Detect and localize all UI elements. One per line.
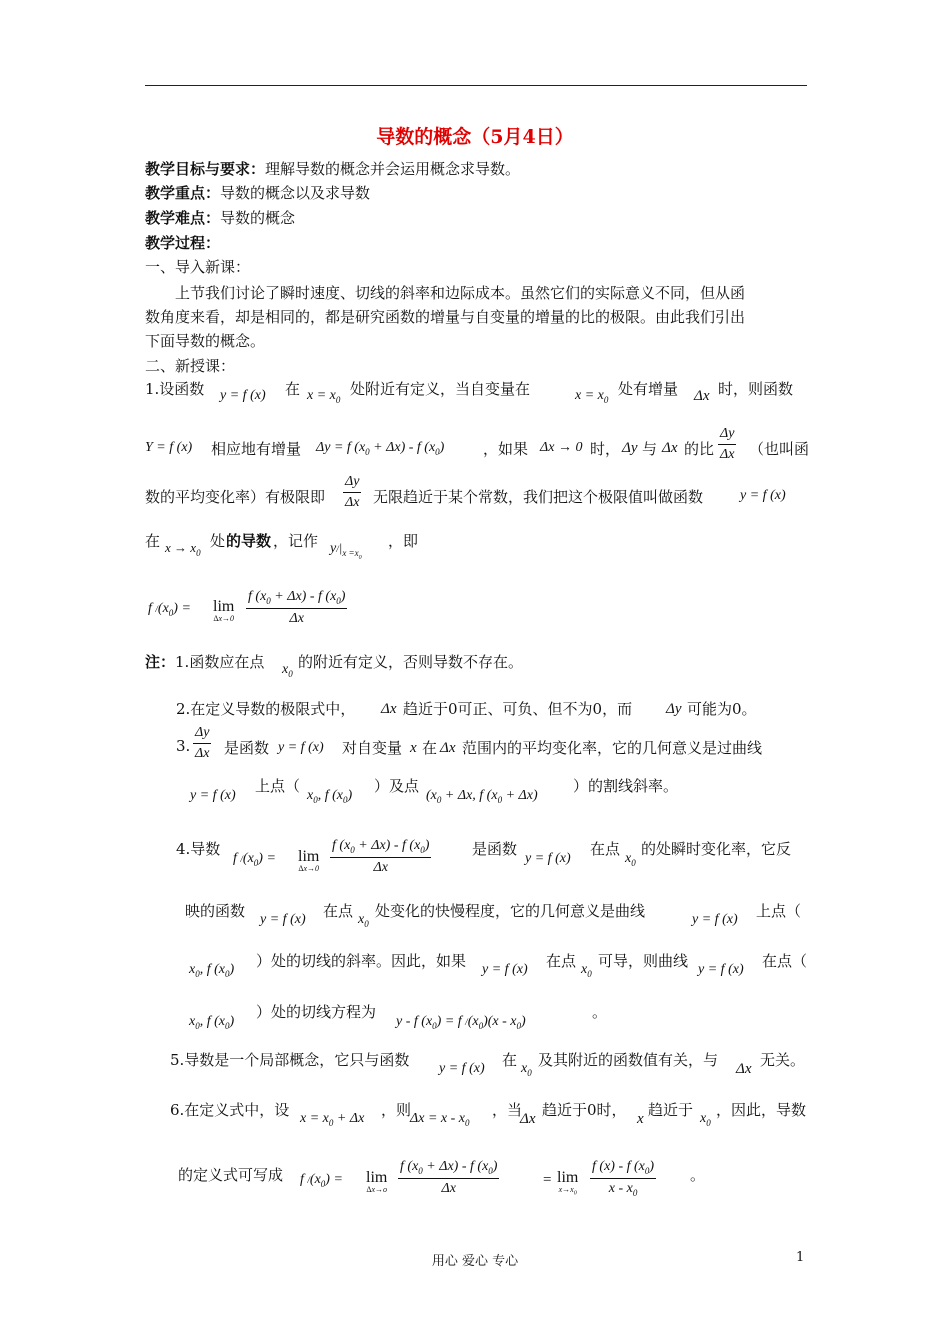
formula-delta-x: Δx [662, 440, 678, 456]
note6-b: ，则 [381, 1101, 412, 1119]
formula-Y-fx: Y = f (x) [145, 440, 193, 455]
fraction-derivative-definition: $\frac{f (x_0 + \Delta x) - f (x_0)}{\Delta x}$ [332, 838, 430, 875]
note4-n: 。 [592, 1003, 608, 1021]
formula-delta-y: Δy [666, 701, 682, 717]
def-line1-b: 在 [285, 380, 301, 398]
key-point-line: 教学重点：导数的概念以及求导数 [145, 184, 371, 202]
section1-heading: 一、导入新课： [145, 258, 251, 276]
formula-y-fx: y = f (x) [220, 388, 266, 403]
formula-x: x [637, 1111, 644, 1127]
formula-derivative-lhs: f $/(x_0)$ = [148, 601, 191, 618]
formula-derivative-lhs: f $/(x_0)$ = [233, 851, 276, 868]
limit-dx-to-0: lim Δx→0 [298, 848, 320, 873]
formula-point-x0-fx0: $x_0$, f $(x_0)$ [189, 962, 235, 979]
formula-x: x [410, 740, 417, 756]
def-line1-e: 时，则函数 [718, 380, 794, 398]
note3-c: 对自变量 [342, 739, 403, 757]
note4-b: 是函数 [472, 840, 518, 858]
fraction-dy-dx: $\frac{\Delta y}{\Delta x}$ [345, 474, 360, 510]
limit-dx-to-0: lim Δx→o [366, 1169, 388, 1194]
formula-y-fx: y = f (x) [278, 740, 324, 755]
formula-y-fx: y = f (x) [439, 1061, 485, 1076]
def-line2-c: 时， [590, 440, 621, 458]
formula-tangent-line: y - f $(x_0) = f$ $/(x_0)(x - x_0)$ [396, 1014, 526, 1031]
note4-g: 处变化的快慢程度，它的几何意义是曲线 [375, 902, 646, 920]
def-line2-b: ，如果 [483, 440, 529, 458]
note4-l: 在点（ [762, 952, 808, 970]
fraction-alt-definition: $\frac{f (x) - f (x_0)}{x - x_0}$ [592, 1159, 655, 1198]
formula-y-fx: y = f (x) [260, 912, 306, 927]
formula-delta-x: Δx [440, 740, 456, 756]
def-line1-d: 处有增量 [618, 380, 679, 398]
note2-c: 可能为0。 [687, 700, 757, 718]
fraction-dy-dx: $\frac{\Delta y}{\Delta x}$ [195, 725, 210, 761]
formula-delta-x: Δx [736, 1061, 752, 1077]
formula-y-fx: y = f (x) [190, 788, 236, 803]
note6-a: 6.在定义式中，设 [170, 1101, 290, 1119]
formula-x-x0: $x = x_0$ [575, 388, 609, 405]
note4-a: 4.导数 [176, 840, 221, 858]
formula-y-prime-at-x0: $y/|_{x =x_0}$ [330, 540, 362, 561]
note4-k: 可导，则曲线 [598, 952, 689, 970]
process-label: 教学过程： [145, 234, 221, 252]
note4-c: 在点 [590, 840, 621, 858]
def-line4-e: ，即 [388, 532, 419, 550]
def-line4-a: 在 [145, 532, 161, 550]
header-rule [145, 85, 807, 86]
difficulty-line: 教学难点：导数的概念 [145, 209, 296, 227]
formula-x-eq-x0-dx: $x = x_0 + \Delta x$ [300, 1111, 365, 1128]
def-line2-a: 相应地有增量 [211, 440, 302, 458]
def-line4-d: ，记作 [273, 532, 319, 550]
formula-delta-x: Δx [381, 701, 397, 717]
note3-b: 是函数 [224, 739, 270, 757]
formula-y-fx: y = f (x) [740, 488, 786, 503]
def-line3-b: 无限趋近于某个常数，我们把这个极限值叫做函数 [373, 488, 704, 506]
note6-d: 趋近于0时， [542, 1101, 627, 1119]
note3-e: 范围内的平均变化率，它的几何意义是过曲线 [462, 739, 763, 757]
note1-line: 注：1.函数应在点 [145, 653, 265, 671]
def-line1-c: 处附近有定义，当自变量在 [350, 380, 531, 398]
section1-para-line3: 下面导数的概念。 [145, 332, 266, 350]
section1-para-line1: 上节我们讨论了瞬时速度、切线的斜率和边际成本。虽然它们的实际意义不同，但从函 [175, 284, 746, 302]
footer-text: 用心 爱心 专心 [431, 1254, 519, 1269]
formula-point-x0dx: ($x_0 + \Delta x$, f $(x_0 + \Delta x)$ [426, 788, 538, 805]
def-line4-b: 处 [210, 532, 226, 550]
note5-a: 5.导数是一个局部概念，它只与函数 [170, 1051, 410, 1069]
formula-equals: = [543, 1172, 552, 1188]
formula-dx-eq-x-x0: $\Delta x = x - x_0$ [410, 1111, 470, 1128]
formula-derivative-lhs: f $/(x_0)$ = [300, 1172, 343, 1189]
note4-m: ）处的切线方程为 [256, 1003, 377, 1021]
note3-h: ）的割线斜率。 [573, 777, 679, 795]
formula-y-fx: y = f (x) [692, 912, 738, 927]
formula-delta-x: Δx [520, 1111, 536, 1127]
formula-delta-y-def: Δy = f $(x_0 + \Delta x) - f$ $(x_0)$ [316, 440, 445, 457]
note4-f: 在点 [323, 902, 354, 920]
note4-d: 的处瞬时变化率，它反 [641, 840, 792, 858]
formula-y-fx: y = f (x) [525, 851, 571, 866]
fraction-dy-dx: $\frac{\Delta y}{\Delta x}$ [720, 426, 735, 462]
note4-e: 映的函数 [185, 902, 246, 920]
section1-para-line2: 数角度来看，却是相同的，都是研究函数的增量与自变量的增量的比的极限。由此我们引出 [145, 308, 746, 326]
page-number: 1 [796, 1250, 805, 1265]
note4-j: 在点 [546, 952, 577, 970]
note5-c: 及其附近的函数值有关，与 [538, 1051, 719, 1069]
def-line3-a: 数的平均变化率）有极限即 [145, 488, 326, 506]
formula-point-x0-fx0: $x_0$, f $(x_0)$ [307, 788, 353, 805]
limit-x-to-x0: lim $x\to x_0$ [557, 1169, 579, 1197]
limit-dx-to-0: lim Δx→0 [213, 598, 235, 623]
def-line1-a: 1.设函数 [145, 380, 205, 398]
formula-x0: $x_0$ [700, 1111, 711, 1128]
section2-heading: 二、新授课： [145, 357, 236, 375]
formula-x0: $x_0$ [521, 1061, 532, 1078]
formula-y-fx: y = f (x) [698, 962, 744, 977]
fraction-derivative-definition: $\frac{f (x_0 + \Delta x) - f (x_0)}{\Delta x}$ [400, 1159, 498, 1196]
formula-x0: $x_0$ [358, 912, 369, 929]
note4-h: 上点（ [756, 902, 802, 920]
formula-delta-y: Δy [622, 440, 638, 456]
note6-e: 趋近于 [648, 1101, 694, 1119]
formula-x-x0: $x = x_0$ [307, 388, 341, 405]
formula-x0: $x_0$ [625, 851, 636, 868]
formula-point-x0-fx0: $x_0$, f $(x_0)$ [189, 1014, 235, 1031]
def-line4-c: 的导数 [226, 532, 272, 550]
note6-f: ，因此，导数 [716, 1101, 807, 1119]
note6-g: 的定义式可写成 [178, 1166, 284, 1184]
def-line2-d: 与 [642, 440, 658, 458]
note6-c: ，当 [492, 1101, 523, 1119]
note2-a: 2.在定义导数的极限式中， [176, 700, 356, 718]
note5-d: 无关。 [760, 1051, 806, 1069]
note3-a: 3. [176, 737, 191, 755]
def-line2-f: （也叫函 [749, 440, 810, 458]
formula-x0: $x_0$ [581, 962, 592, 979]
note4-i: ）处的切线的斜率。因此，如果 [256, 952, 467, 970]
formula-dx-to-0: Δx → 0 [540, 440, 583, 455]
formula-x0: $x_0$ [282, 662, 293, 679]
formula-x-to-x0: $x \to x_0$ [165, 540, 201, 558]
note1-b: 的附近有定义，否则导数不存在。 [298, 653, 524, 671]
note6-h: 。 [690, 1166, 706, 1184]
note3-g: ）及点 [374, 777, 420, 795]
note3-d: 在 [422, 739, 438, 757]
def-line2-e: 的比 [684, 440, 715, 458]
page-title: 导数的概念（5月4日） [376, 126, 574, 148]
note5-b: 在 [502, 1051, 518, 1069]
note3-f: 上点（ [255, 777, 301, 795]
formula-delta-x: Δx [694, 388, 710, 404]
note2-b: 趋近于0可正、可负、但不为0，而 [403, 700, 633, 718]
fraction-derivative-definition: $\frac{f (x_0 + \Delta x) - f (x_0)}{\Delta x}$ [248, 589, 346, 626]
formula-y-fx: y = f (x) [482, 962, 528, 977]
objectives-line: 教学目标与要求：理解导数的概念并会运用概念求导数。 [145, 160, 521, 178]
